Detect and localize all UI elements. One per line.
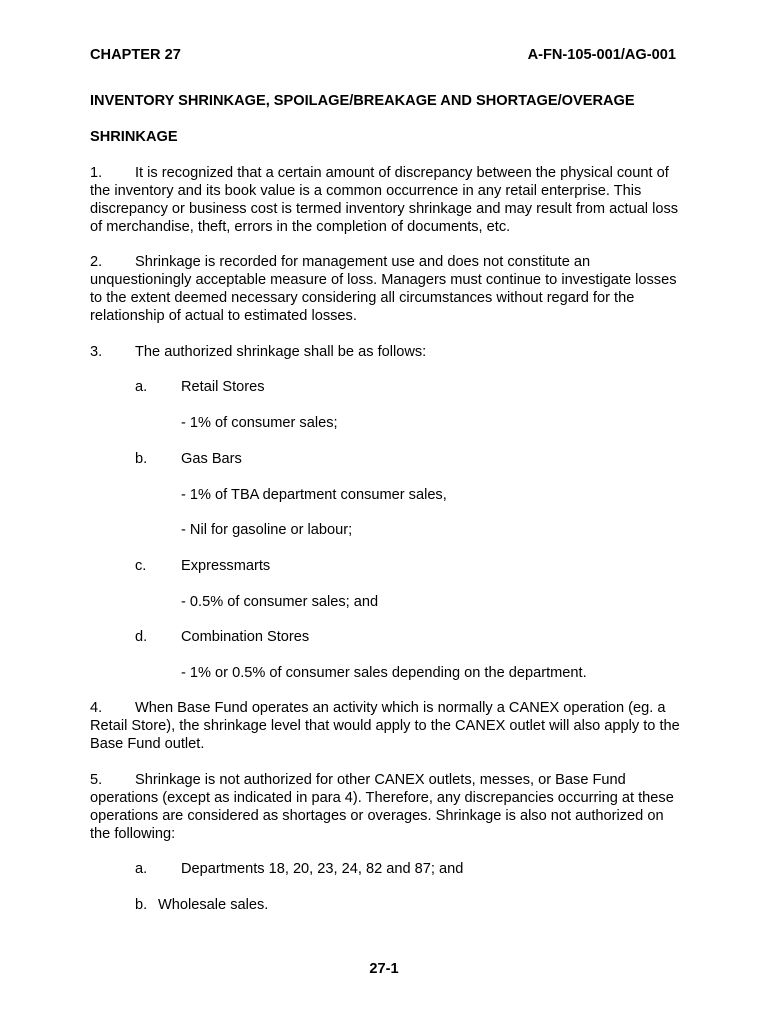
list-item-letter: c.: [135, 558, 147, 574]
list-item-label: Departments 18, 20, 23, 24, 82 and 87; and: [181, 861, 464, 877]
paragraph-number: 3.: [90, 344, 103, 360]
page-header: [90, 46, 676, 64]
paragraph-5: [90, 771, 682, 843]
paragraph-number: 1.: [90, 165, 103, 181]
list-item-letter: a.: [135, 379, 148, 395]
paragraph-text: It is recognized that a certain amount of discrepancy between the physical count of the inventory and its book value is a common occurrence in any retail enterprise. This discrepancy or business cost is termed inventory shrinkage and may result from actual loss of merchandise, theft, errors in the completion of documents, etc.: [90, 165, 679, 235]
document-title: INVENTORY SHRINKAGE, SPOILAGE/BREAKAGE AND SHORTAGE/OVERAGE: [90, 93, 635, 109]
chapter-label: CHAPTER 27: [90, 47, 181, 63]
list-item-letter: a.: [135, 861, 148, 877]
page-number: 27-1: [369, 961, 399, 977]
paragraph-4: [90, 699, 682, 753]
paragraph-text: Shrinkage is not authorized for other CANEX outlets, messes, or Base Fund operations (except as indicated in para 4). Therefore, any discrepancies occurring at these operations are considered as shortages or overages. Shrinkage is also not authorized on the following:: [90, 772, 674, 842]
paragraph-number: 4.: [90, 700, 103, 716]
paragraph-number: 2.: [90, 254, 103, 270]
list-item-detail: - 1% or 0.5% of consumer sales depending on the department.: [181, 665, 587, 681]
list-item-letter: d.: [135, 629, 148, 645]
list-item-label: Retail Stores: [181, 379, 265, 395]
list-item-detail: - 0.5% of consumer sales; and: [181, 594, 379, 610]
paragraph-text: Shrinkage is recorded for management use and does not constitute an unquestioningly acceptable measure of loss. Managers must continue to investigate losses to the extent deemed necessary considering all circumstances without regard for the relationship of actual to estimated losses.: [90, 254, 677, 324]
list-item-detail: - 1% of TBA department consumer sales,: [181, 487, 447, 503]
list-item-letter: b.: [135, 451, 148, 467]
list-item-label: Expressmarts: [181, 558, 271, 574]
paragraph-2: [90, 253, 682, 325]
paragraph-text: When Base Fund operates an activity which is normally a CANEX operation (eg. a Retail Store), the shrinkage level that would apply to the CANEX outlet will also apply to the Base Fund outlet.: [90, 700, 680, 752]
list-item-label: Combination Stores: [181, 629, 310, 645]
document-id: A-FN-105-001/AG-001: [527, 47, 676, 63]
section-heading: SHRINKAGE: [90, 129, 178, 145]
list-item-label: Gas Bars: [181, 451, 242, 467]
paragraph-text: The authorized shrinkage shall be as follows:: [135, 344, 427, 360]
list-item-letter: b.: [135, 897, 148, 913]
list-item-label: Wholesale sales.: [158, 897, 269, 913]
list-item-detail: - Nil for gasoline or labour;: [181, 522, 353, 538]
paragraph-1: [90, 164, 682, 236]
paragraph-3: [90, 343, 426, 361]
list-item-detail: - 1% of consumer sales;: [181, 415, 338, 431]
paragraph-number: 5.: [90, 772, 103, 788]
